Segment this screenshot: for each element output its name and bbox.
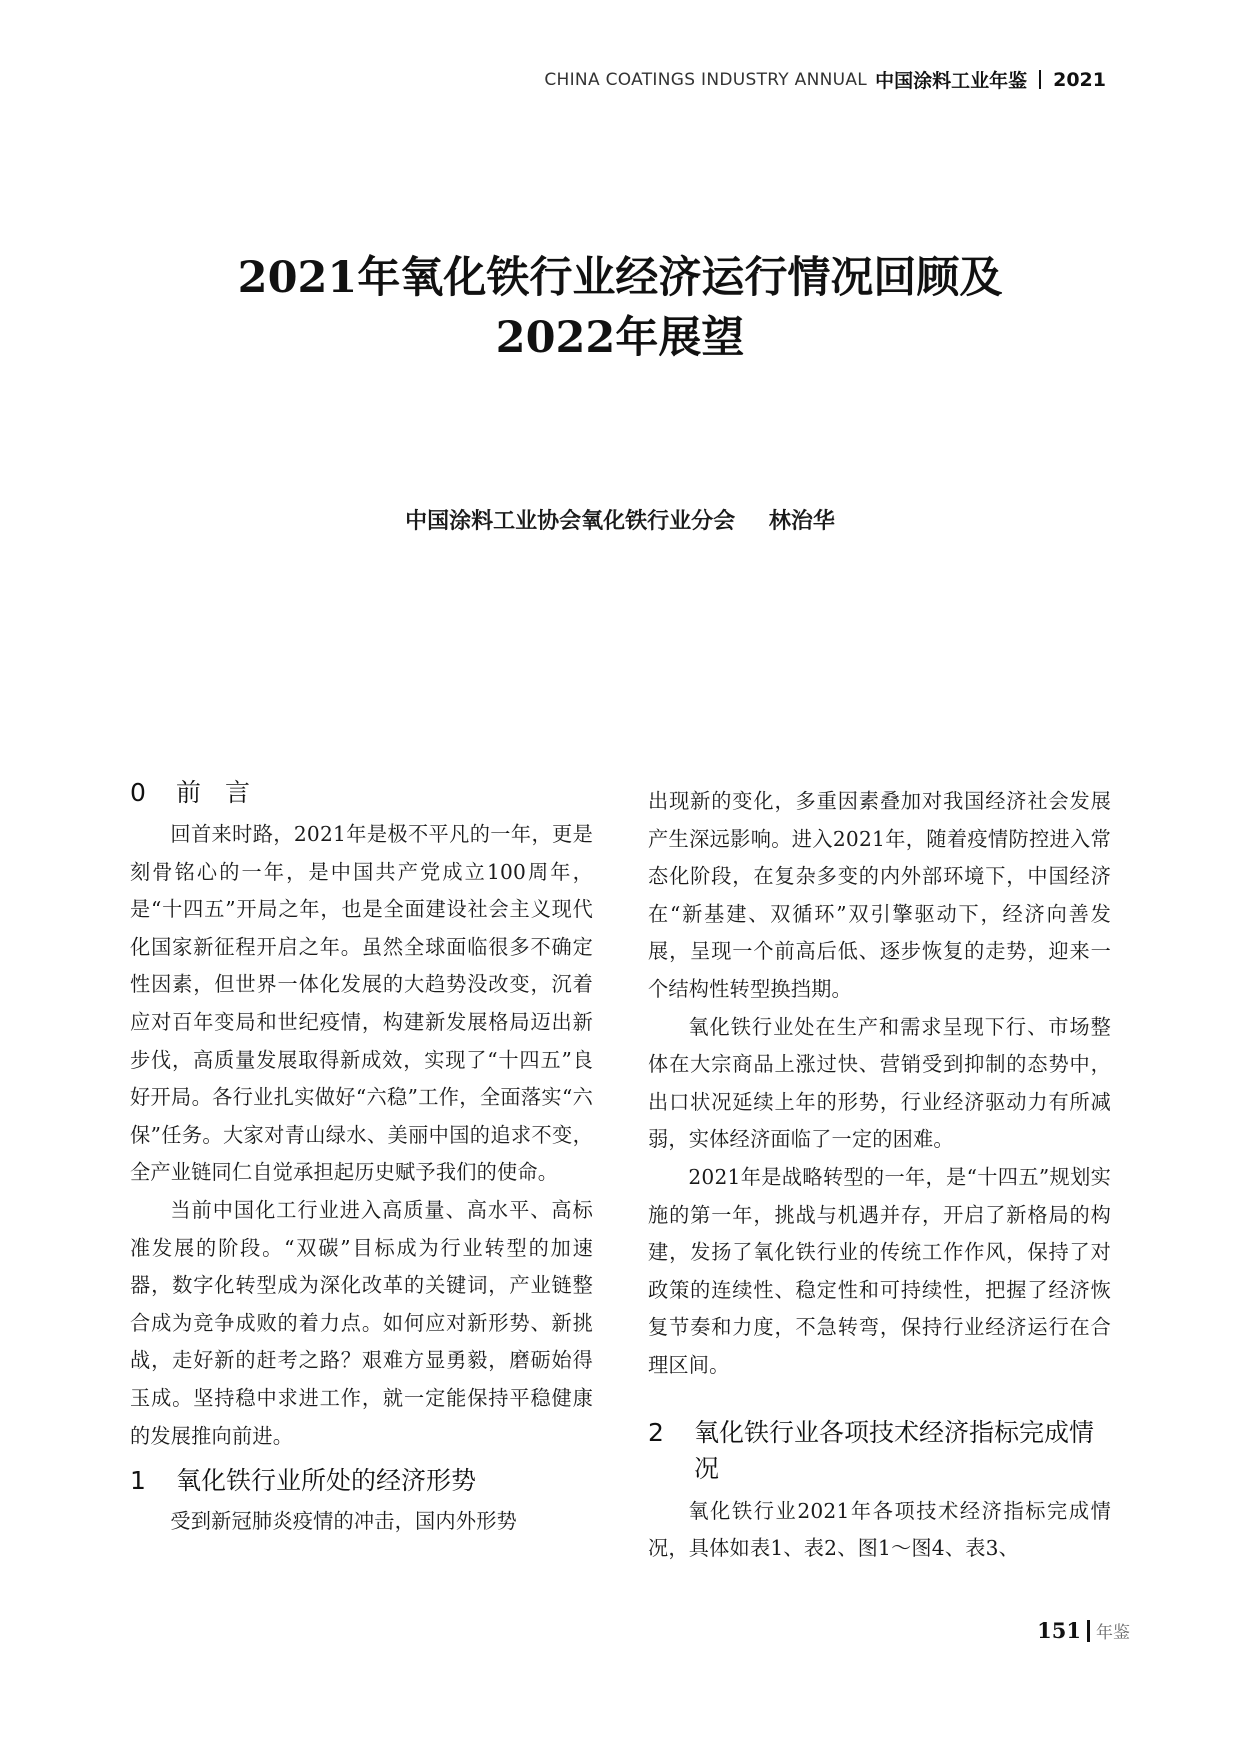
footer-divider: [1087, 1620, 1090, 1642]
author-name: 林治华: [768, 509, 835, 534]
article-title-line-1: 2021年氧化铁行业经济运行情况回顾及: [237, 253, 1003, 303]
header-divider: [1039, 70, 1041, 89]
section-2-paragraph-1: 氧化铁行业2021年各项技术经济指标完成情况，具体如表1、表2、图1～图4、表3、: [648, 1498, 1111, 1561]
section-2-title: 氧化铁行业各项技术经济指标完成情况: [694, 1417, 1095, 1483]
header-year: 2021: [1053, 68, 1106, 91]
article-title: [0, 248, 1240, 368]
header-chinese-title: 中国涂料工业年鉴: [875, 70, 1028, 92]
author-organization: 中国涂料工业协会氧化铁行业分会: [405, 509, 736, 534]
section-0-heading: [130, 775, 593, 811]
page-footer: [1037, 1618, 1130, 1643]
right-column: [648, 783, 1111, 1568]
section-2-heading: [648, 1415, 1111, 1487]
section-1-paragraph-2: 氧化铁行业处在生产和需求呈现下行、市场整体在大宗商品上涨过快、营销受到抑制的态势中，出口状况延续上年的形势，行业经济驱动力有所减弱，实体经济面临了一定的困难。: [648, 1014, 1111, 1152]
section-1-paragraph-1-continued: 出现新的变化，多重因素叠加对我国经济社会发展产生深远影响。进入2021年，随着疫情防控进入常态化阶段，在复杂多变的内外部环境下，中国经济在“新基建、双循环”双引擎驱动下，经济向善发展，呈现一个前高后低、逐步恢复的走势，迎来一个结构性转型换挡期。: [648, 789, 1111, 1001]
section-1-title: 氧化铁行业所处的经济形势: [176, 1466, 477, 1496]
author-byline: [0, 504, 1240, 535]
section-1-heading: [130, 1463, 593, 1499]
section-1-paragraph-1-start: 受到新冠肺炎疫情的冲击，国内外形势: [170, 1509, 517, 1534]
header-english-title: CHINA COATINGS INDUSTRY ANNUAL: [544, 69, 868, 90]
section-0-number: 0: [130, 778, 146, 807]
footer-label: 年鉴: [1096, 1623, 1130, 1643]
section-0-paragraph-1: 回首来时路，2021年是极不平凡的一年，更是刻骨铭心的一年，是中国共产党成立100周年，是“十四五”开局之年，也是全面建设社会主义现代化国家新征程开启之年。虽然全球面临很多不确定性因素，但世界一体化发展的大趋势没改变，沉着应对百年变局和世纪疫情，构建新发展格局迈出新步伐，高质量发展取得新成效，实现了“十四五”良好开局。各行业扎实做好“六稳”工作，全面落实“六保”任务。大家对青山绿水、美丽中国的追求不变，全产业链同仁自觉承担起历史赋予我们的使命。: [130, 822, 593, 1185]
section-1-paragraph-3: 2021年是战略转型的一年，是“十四五”规划实施的第一年，挑战与机遇并存，开启了新格局的构建，发扬了氧化铁行业的传统工作作风，保持了对政策的连续性、稳定性和可持续性，把握了经济恢复节奏和力度，不急转弯，保持行业经济运行在合理区间。: [648, 1164, 1111, 1377]
section-0-title: 前言: [176, 778, 275, 807]
running-header: [544, 66, 1106, 93]
section-0-paragraph-2: 当前中国化工行业进入高质量、高水平、高标准发展的阶段。“双碳”目标成为行业转型的加速器，数字化转型成为深化改革的关键词，产业链整合成为竞争成败的着力点。如何应对新形势、新挑战，走好新的赶考之路？艰难方显勇毅，磨砺始得玉成。坚持稳中求进工作，就一定能保持平稳健康的发展推向前进。: [130, 1197, 593, 1448]
article-title-line-2: 2022年展望: [495, 313, 745, 363]
section-2-number: 2: [648, 1417, 664, 1447]
section-1-number: 1: [130, 1466, 146, 1496]
page-number: 151: [1037, 1618, 1081, 1643]
left-column: [130, 775, 593, 1541]
